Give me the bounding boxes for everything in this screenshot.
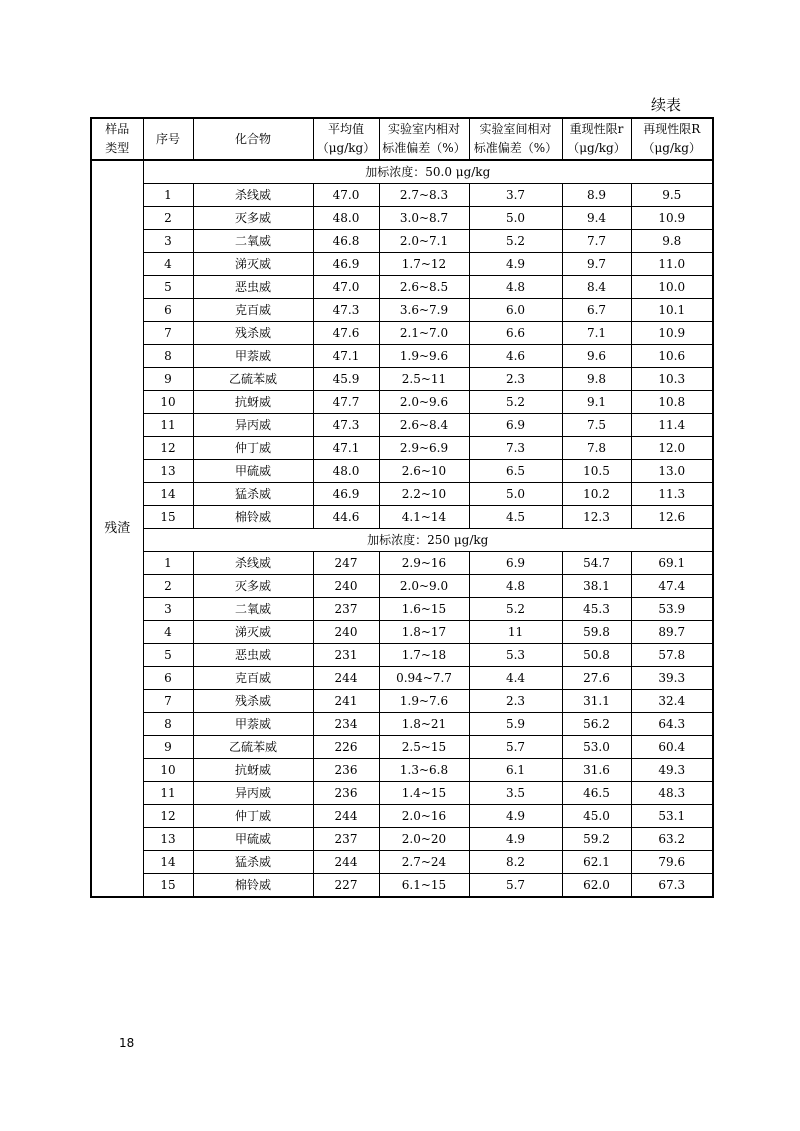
rsd-between-cell: 4.4 — [469, 667, 562, 690]
compound-cell: 异丙威 — [193, 782, 313, 805]
repeatability-cell: 9.6 — [562, 345, 631, 368]
reproducibility-cell: 12.6 — [631, 506, 713, 529]
mean-cell: 237 — [313, 598, 379, 621]
mean-cell: 47.1 — [313, 437, 379, 460]
compound-cell: 残杀威 — [193, 322, 313, 345]
rsd-within-cell: 4.1~14 — [379, 506, 469, 529]
table-row — [91, 437, 713, 460]
header-repeatability: 重现性限r （μg/kg） — [562, 118, 631, 160]
index-cell: 13 — [143, 460, 193, 483]
rsd-between-cell: 4.8 — [469, 276, 562, 299]
index-cell: 10 — [143, 759, 193, 782]
index-cell: 15 — [143, 874, 193, 898]
rsd-between-cell: 4.9 — [469, 828, 562, 851]
header-index: 序号 — [143, 118, 193, 160]
table-row — [91, 598, 713, 621]
repeatability-cell: 12.3 — [562, 506, 631, 529]
rsd-within-cell: 2.9~6.9 — [379, 437, 469, 460]
rsd-within-cell: 1.6~15 — [379, 598, 469, 621]
reproducibility-cell: 63.2 — [631, 828, 713, 851]
compound-cell: 克百威 — [193, 667, 313, 690]
rsd-between-cell: 4.5 — [469, 506, 562, 529]
reproducibility-cell: 10.1 — [631, 299, 713, 322]
reproducibility-cell: 60.4 — [631, 736, 713, 759]
rsd-within-cell: 2.0~7.1 — [379, 230, 469, 253]
compound-cell: 棉铃威 — [193, 506, 313, 529]
index-cell: 4 — [143, 253, 193, 276]
compound-cell: 仲丁威 — [193, 805, 313, 828]
mean-cell: 46.9 — [313, 483, 379, 506]
compound-cell: 甲硫威 — [193, 460, 313, 483]
index-cell: 11 — [143, 414, 193, 437]
rsd-within-cell: 2.7~24 — [379, 851, 469, 874]
compound-cell: 克百威 — [193, 299, 313, 322]
repeatability-cell: 7.7 — [562, 230, 631, 253]
compound-cell: 二氧威 — [193, 230, 313, 253]
sample-type-cell: 残渣 — [91, 160, 143, 897]
mean-cell: 46.9 — [313, 253, 379, 276]
repeatability-cell: 59.2 — [562, 828, 631, 851]
index-cell: 8 — [143, 345, 193, 368]
mean-cell: 47.3 — [313, 299, 379, 322]
rsd-between-cell: 5.2 — [469, 391, 562, 414]
rsd-within-cell: 2.5~15 — [379, 736, 469, 759]
reproducibility-cell: 10.9 — [631, 322, 713, 345]
table-header-row — [91, 118, 713, 160]
compound-cell: 仲丁威 — [193, 437, 313, 460]
mean-cell: 45.9 — [313, 368, 379, 391]
table-row — [91, 322, 713, 345]
repeatability-cell: 6.7 — [562, 299, 631, 322]
index-cell: 7 — [143, 322, 193, 345]
table-row — [91, 345, 713, 368]
continued-label: 续表 — [651, 96, 682, 114]
reproducibility-cell: 48.3 — [631, 782, 713, 805]
repeatability-cell: 59.8 — [562, 621, 631, 644]
repeatability-cell: 8.9 — [562, 184, 631, 207]
table-row — [91, 667, 713, 690]
table-row — [91, 575, 713, 598]
repeatability-cell: 45.3 — [562, 598, 631, 621]
table-row — [91, 368, 713, 391]
repeatability-cell: 46.5 — [562, 782, 631, 805]
compound-cell: 灭多威 — [193, 575, 313, 598]
mean-cell: 241 — [313, 690, 379, 713]
index-cell: 9 — [143, 368, 193, 391]
rsd-between-cell: 11 — [469, 621, 562, 644]
reproducibility-cell: 53.1 — [631, 805, 713, 828]
reproducibility-cell: 10.8 — [631, 391, 713, 414]
mean-cell: 48.0 — [313, 460, 379, 483]
reproducibility-cell: 49.3 — [631, 759, 713, 782]
table-row — [91, 621, 713, 644]
reproducibility-cell: 11.3 — [631, 483, 713, 506]
rsd-between-cell: 5.0 — [469, 483, 562, 506]
reproducibility-cell: 32.4 — [631, 690, 713, 713]
index-cell: 12 — [143, 805, 193, 828]
mean-cell: 226 — [313, 736, 379, 759]
index-cell: 5 — [143, 644, 193, 667]
compound-cell: 涕灭威 — [193, 621, 313, 644]
rsd-within-cell: 2.5~11 — [379, 368, 469, 391]
compound-cell: 甲萘威 — [193, 345, 313, 368]
repeatability-cell: 9.1 — [562, 391, 631, 414]
rsd-within-cell: 1.8~21 — [379, 713, 469, 736]
rsd-between-cell: 3.5 — [469, 782, 562, 805]
rsd-between-cell: 5.3 — [469, 644, 562, 667]
rsd-between-cell: 6.1 — [469, 759, 562, 782]
table-row — [91, 414, 713, 437]
rsd-within-cell: 2.1~7.0 — [379, 322, 469, 345]
rsd-between-cell: 5.2 — [469, 230, 562, 253]
table-row — [91, 736, 713, 759]
compound-cell: 灭多威 — [193, 207, 313, 230]
page-number: 18 — [119, 1036, 135, 1050]
reproducibility-cell: 9.8 — [631, 230, 713, 253]
repeatability-cell: 45.0 — [562, 805, 631, 828]
rsd-within-cell: 1.8~17 — [379, 621, 469, 644]
spike-level-label: 加标浓度：50.0 μg/kg — [143, 160, 713, 184]
mean-cell: 44.6 — [313, 506, 379, 529]
compound-cell: 异丙威 — [193, 414, 313, 437]
index-cell: 10 — [143, 391, 193, 414]
table-row — [91, 506, 713, 529]
table-row — [91, 851, 713, 874]
rsd-within-cell: 2.0~16 — [379, 805, 469, 828]
rsd-between-cell: 4.8 — [469, 575, 562, 598]
index-cell: 9 — [143, 736, 193, 759]
reproducibility-cell: 10.6 — [631, 345, 713, 368]
reproducibility-cell: 47.4 — [631, 575, 713, 598]
spike-level-label: 加标浓度：250 μg/kg — [143, 529, 713, 552]
compound-cell: 乙硫苯威 — [193, 736, 313, 759]
rsd-within-cell: 2.6~8.5 — [379, 276, 469, 299]
compound-cell: 杀线威 — [193, 552, 313, 575]
repeatability-cell: 31.1 — [562, 690, 631, 713]
header-rsd-within-lab: 实验室内相对 标准偏差（%） — [379, 118, 469, 160]
reproducibility-cell: 9.5 — [631, 184, 713, 207]
repeatability-cell: 31.6 — [562, 759, 631, 782]
repeatability-cell: 7.1 — [562, 322, 631, 345]
repeatability-cell: 62.0 — [562, 874, 631, 898]
rsd-between-cell: 6.0 — [469, 299, 562, 322]
repeatability-cell: 10.5 — [562, 460, 631, 483]
rsd-within-cell: 1.9~9.6 — [379, 345, 469, 368]
repeatability-cell: 9.4 — [562, 207, 631, 230]
table-row — [91, 874, 713, 898]
compound-cell: 乙硫苯威 — [193, 368, 313, 391]
reproducibility-cell: 69.1 — [631, 552, 713, 575]
table-row — [91, 184, 713, 207]
reproducibility-cell: 89.7 — [631, 621, 713, 644]
index-cell: 4 — [143, 621, 193, 644]
rsd-between-cell: 6.9 — [469, 414, 562, 437]
compound-cell: 杀线威 — [193, 184, 313, 207]
mean-cell: 47.0 — [313, 276, 379, 299]
precision-table — [90, 117, 714, 898]
mean-cell: 47.0 — [313, 184, 379, 207]
rsd-within-cell: 1.3~6.8 — [379, 759, 469, 782]
repeatability-cell: 62.1 — [562, 851, 631, 874]
reproducibility-cell: 12.0 — [631, 437, 713, 460]
mean-cell: 47.7 — [313, 391, 379, 414]
rsd-between-cell: 7.3 — [469, 437, 562, 460]
rsd-between-cell: 5.7 — [469, 736, 562, 759]
compound-cell: 棉铃威 — [193, 874, 313, 898]
compound-cell: 甲萘威 — [193, 713, 313, 736]
table-row — [91, 299, 713, 322]
rsd-within-cell: 3.0~8.7 — [379, 207, 469, 230]
repeatability-cell: 9.8 — [562, 368, 631, 391]
rsd-between-cell: 4.9 — [469, 253, 562, 276]
compound-cell: 涕灭威 — [193, 253, 313, 276]
repeatability-cell: 53.0 — [562, 736, 631, 759]
index-cell: 12 — [143, 437, 193, 460]
index-cell: 7 — [143, 690, 193, 713]
reproducibility-cell: 11.0 — [631, 253, 713, 276]
rsd-between-cell: 8.2 — [469, 851, 562, 874]
rsd-within-cell: 2.6~8.4 — [379, 414, 469, 437]
index-cell: 3 — [143, 230, 193, 253]
rsd-between-cell: 2.3 — [469, 368, 562, 391]
repeatability-cell: 7.8 — [562, 437, 631, 460]
rsd-between-cell: 5.0 — [469, 207, 562, 230]
rsd-within-cell: 6.1~15 — [379, 874, 469, 898]
rsd-within-cell: 0.94~7.7 — [379, 667, 469, 690]
repeatability-cell: 38.1 — [562, 575, 631, 598]
mean-cell: 47.3 — [313, 414, 379, 437]
mean-cell: 237 — [313, 828, 379, 851]
group-row — [91, 529, 713, 552]
compound-cell: 恶虫威 — [193, 276, 313, 299]
compound-cell: 抗蚜威 — [193, 759, 313, 782]
rsd-between-cell: 4.6 — [469, 345, 562, 368]
index-cell: 1 — [143, 552, 193, 575]
mean-cell: 244 — [313, 851, 379, 874]
rsd-within-cell: 2.6~10 — [379, 460, 469, 483]
rsd-within-cell: 2.0~9.0 — [379, 575, 469, 598]
reproducibility-cell: 13.0 — [631, 460, 713, 483]
mean-cell: 46.8 — [313, 230, 379, 253]
index-cell: 2 — [143, 575, 193, 598]
repeatability-cell: 56.2 — [562, 713, 631, 736]
rsd-within-cell: 3.6~7.9 — [379, 299, 469, 322]
mean-cell: 47.6 — [313, 322, 379, 345]
index-cell: 1 — [143, 184, 193, 207]
group-row — [91, 160, 713, 184]
compound-cell: 甲硫威 — [193, 828, 313, 851]
index-cell: 15 — [143, 506, 193, 529]
table-body — [91, 160, 713, 897]
rsd-within-cell: 2.0~20 — [379, 828, 469, 851]
mean-cell: 240 — [313, 621, 379, 644]
mean-cell: 244 — [313, 667, 379, 690]
rsd-between-cell: 4.9 — [469, 805, 562, 828]
table-row — [91, 483, 713, 506]
table-row — [91, 391, 713, 414]
rsd-between-cell: 2.3 — [469, 690, 562, 713]
mean-cell: 47.1 — [313, 345, 379, 368]
rsd-between-cell: 5.7 — [469, 874, 562, 898]
index-cell: 11 — [143, 782, 193, 805]
header-rsd-between-lab: 实验室间相对 标准偏差（%） — [469, 118, 562, 160]
repeatability-cell: 50.8 — [562, 644, 631, 667]
mean-cell: 227 — [313, 874, 379, 898]
compound-cell: 猛杀威 — [193, 483, 313, 506]
reproducibility-cell: 10.3 — [631, 368, 713, 391]
mean-cell: 231 — [313, 644, 379, 667]
mean-cell: 234 — [313, 713, 379, 736]
table-row — [91, 230, 713, 253]
reproducibility-cell: 39.3 — [631, 667, 713, 690]
reproducibility-cell: 64.3 — [631, 713, 713, 736]
mean-cell: 48.0 — [313, 207, 379, 230]
mean-cell: 240 — [313, 575, 379, 598]
mean-cell: 236 — [313, 759, 379, 782]
repeatability-cell: 27.6 — [562, 667, 631, 690]
table-row — [91, 460, 713, 483]
rsd-within-cell: 1.4~15 — [379, 782, 469, 805]
reproducibility-cell: 79.6 — [631, 851, 713, 874]
table-row — [91, 253, 713, 276]
rsd-between-cell: 5.9 — [469, 713, 562, 736]
reproducibility-cell: 57.8 — [631, 644, 713, 667]
mean-cell: 247 — [313, 552, 379, 575]
reproducibility-cell: 10.9 — [631, 207, 713, 230]
table-row — [91, 828, 713, 851]
reproducibility-cell: 53.9 — [631, 598, 713, 621]
rsd-within-cell: 2.7~8.3 — [379, 184, 469, 207]
rsd-within-cell: 2.9~16 — [379, 552, 469, 575]
rsd-within-cell: 1.7~12 — [379, 253, 469, 276]
mean-cell: 236 — [313, 782, 379, 805]
table-row — [91, 552, 713, 575]
compound-cell: 抗蚜威 — [193, 391, 313, 414]
header-compound: 化合物 — [193, 118, 313, 160]
repeatability-cell: 54.7 — [562, 552, 631, 575]
index-cell: 8 — [143, 713, 193, 736]
rsd-between-cell: 3.7 — [469, 184, 562, 207]
rsd-between-cell: 5.2 — [469, 598, 562, 621]
index-cell: 14 — [143, 483, 193, 506]
compound-cell: 恶虫威 — [193, 644, 313, 667]
compound-cell: 二氧威 — [193, 598, 313, 621]
table-row — [91, 759, 713, 782]
header-reproducibility: 再现性限R （μg/kg） — [631, 118, 713, 160]
index-cell: 13 — [143, 828, 193, 851]
rsd-within-cell: 2.0~9.6 — [379, 391, 469, 414]
table-row — [91, 690, 713, 713]
table-row — [91, 207, 713, 230]
repeatability-cell: 10.2 — [562, 483, 631, 506]
repeatability-cell: 8.4 — [562, 276, 631, 299]
header-mean: 平均值 （μg/kg） — [313, 118, 379, 160]
rsd-between-cell: 6.6 — [469, 322, 562, 345]
index-cell: 2 — [143, 207, 193, 230]
table-row — [91, 805, 713, 828]
reproducibility-cell: 67.3 — [631, 874, 713, 898]
reproducibility-cell: 10.0 — [631, 276, 713, 299]
rsd-within-cell: 1.9~7.6 — [379, 690, 469, 713]
index-cell: 6 — [143, 667, 193, 690]
index-cell: 6 — [143, 299, 193, 322]
rsd-between-cell: 6.9 — [469, 552, 562, 575]
rsd-between-cell: 6.5 — [469, 460, 562, 483]
rsd-within-cell: 2.2~10 — [379, 483, 469, 506]
compound-cell: 残杀威 — [193, 690, 313, 713]
index-cell: 5 — [143, 276, 193, 299]
table-row — [91, 276, 713, 299]
index-cell: 14 — [143, 851, 193, 874]
index-cell: 3 — [143, 598, 193, 621]
reproducibility-cell: 11.4 — [631, 414, 713, 437]
repeatability-cell: 9.7 — [562, 253, 631, 276]
mean-cell: 244 — [313, 805, 379, 828]
table-row — [91, 782, 713, 805]
table-row — [91, 644, 713, 667]
header-sample-type: 样品 类型 — [91, 118, 143, 160]
rsd-within-cell: 1.7~18 — [379, 644, 469, 667]
repeatability-cell: 7.5 — [562, 414, 631, 437]
compound-cell: 猛杀威 — [193, 851, 313, 874]
table-row — [91, 713, 713, 736]
